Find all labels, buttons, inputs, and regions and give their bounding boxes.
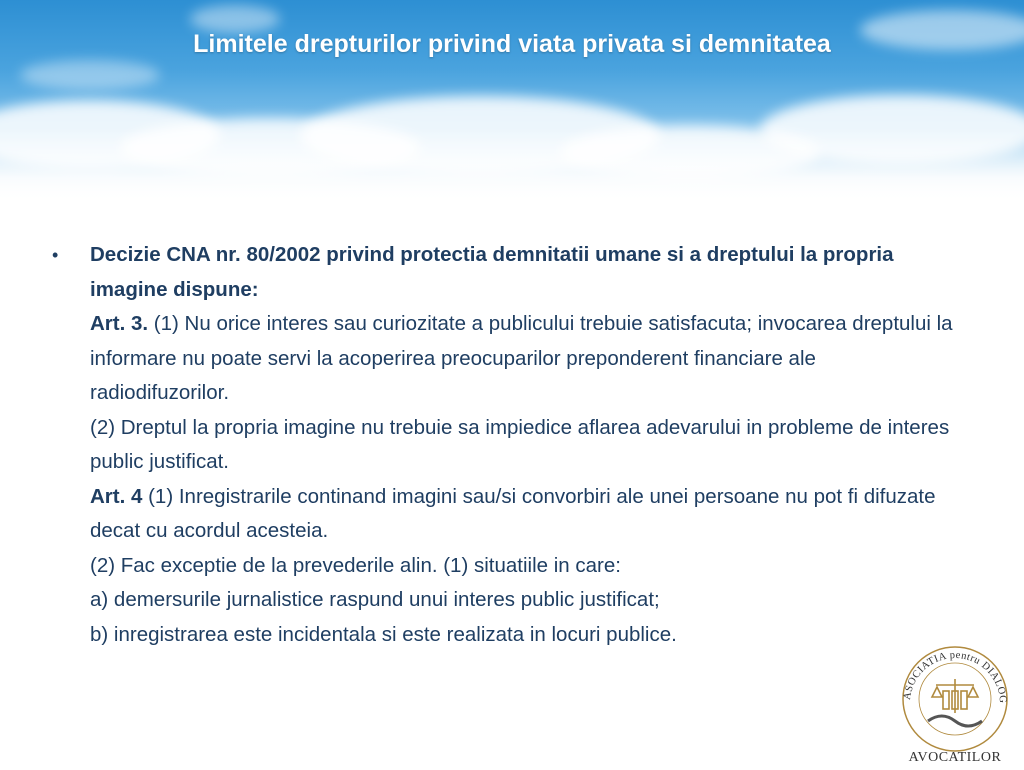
art4-text-1: (1) Inregistrarile continand imagini sau/si convorbiri ale unei persoane nu pot fi difuzate decat cu acordul acesteia. bbox=[90, 484, 936, 542]
art4-paragraph-1 bbox=[90, 480, 957, 549]
art3-paragraph-1 bbox=[90, 307, 957, 411]
association-logo bbox=[888, 643, 1022, 765]
bullet-marker: • bbox=[52, 245, 59, 265]
art4-label: Art. 4 bbox=[90, 484, 143, 508]
slide-body bbox=[52, 238, 957, 652]
art3-paragraph-2: (2) Dreptul la propria imagine nu trebuie sa impiedice aflarea adevarului in probleme de interes public justificat. bbox=[90, 415, 950, 473]
art3-label: Art. 3. bbox=[90, 312, 149, 335]
logo-emblem bbox=[888, 643, 1022, 765]
art3-text-1: (1) Nu orice interes sau curiozitate a publicului trebuie satisfacuta; invocarea dreptului la informare nu poate servi la acoperirea preocuparilor preponderent financiare ale radiodifuzorilor. bbox=[90, 312, 953, 404]
art4-item-a: a) demersurile jurnalistice raspund unui interes public justificat; bbox=[90, 588, 660, 611]
bullet-text bbox=[90, 238, 957, 652]
slide-title: Limitele drepturilor privind viata privata si demnitatea bbox=[193, 30, 831, 58]
art4-item-b: b) inregistrarea este incidentala si este realizata in locuri publice. bbox=[90, 622, 677, 646]
logo-arc-text: ASOCIATIA pentru DIALOG bbox=[901, 649, 1009, 704]
logo-bottom-text: AVOCATILOR bbox=[908, 750, 1002, 765]
decision-heading: Decizie CNA nr. 80/2002 privind protectia demnitatii umane si a dreptului la propria imagine dispune: bbox=[90, 243, 894, 301]
art4-paragraph-2: (2) Fac exceptie de la prevederile alin. (1) situatiile in care: bbox=[90, 553, 621, 577]
bullet-item bbox=[52, 238, 957, 652]
